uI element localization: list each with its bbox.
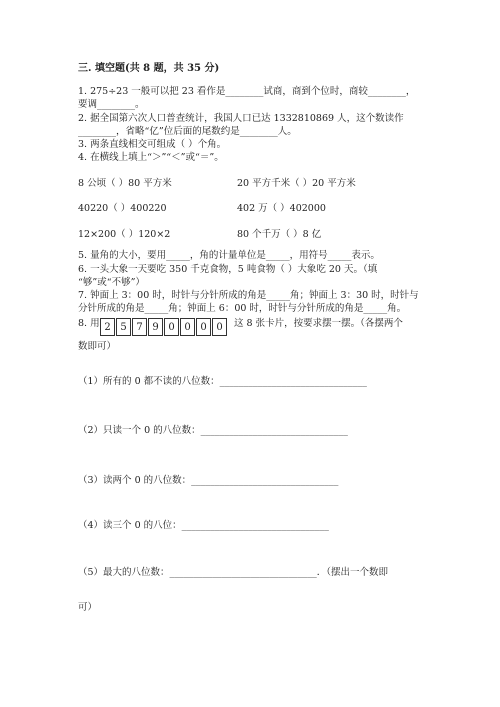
- question-7-line-1: 7. 钟面上 3：00 时，时针与分针所成的角是_____角；钟面上 3：30 时，时针与: [78, 290, 419, 301]
- question-1-line-2: 要调________。: [78, 99, 145, 110]
- digit-card: 0: [180, 318, 195, 336]
- question-6-line-2: “够”或“不够”）: [78, 277, 145, 288]
- digit-card: 7: [132, 318, 147, 336]
- question-8-line-2: 数即可）: [78, 341, 117, 352]
- sub-question-4: （4）读三个 0 的八位：_______________________________: [78, 520, 329, 531]
- sub-question-5: （5）最大的八位数：_______________________________．（摆出一个数即: [78, 567, 389, 578]
- question-4: 4. 在横线上填上“＞”“＜”或“＝”。: [78, 152, 224, 163]
- question-6-line-1: 6. 一头大象一天要吃 350 千克食物，5 吨食物（ ）大象吃 20 天。（填: [78, 264, 378, 275]
- digit-cards: [100, 318, 228, 336]
- compare-item: 80 个千万（ ）8 亿: [237, 229, 322, 240]
- compare-item: 20 平方千米（ ）20 平方米: [237, 178, 356, 189]
- compare-item: 12×200（ ）120×2: [78, 229, 171, 240]
- digit-card: 2: [100, 318, 115, 336]
- sub-question-2: （2）只读一个 0 的八位数：_______________________________: [78, 425, 348, 436]
- question-8-suffix: 这 8 张卡片，按要求摆一摆。（各摆两个: [234, 318, 403, 329]
- digit-card: 0: [164, 318, 179, 336]
- question-8-prefix: 8. 用: [78, 318, 100, 329]
- question-5: 5. 量角的大小，要用_____，角的计量单位是_____，用符号_____表示。: [78, 250, 380, 261]
- section-title: 三. 填空题(共 8 题，共 35 分): [78, 63, 220, 74]
- compare-item: 402 万（ ）402000: [237, 203, 326, 214]
- sub-question-3: （3）读两个 0 的八位数：_______________________________: [78, 475, 339, 486]
- digit-card: 9: [148, 318, 163, 336]
- digit-card: 0: [196, 318, 211, 336]
- compare-item: 40220（ ）400220: [78, 203, 167, 214]
- digit-card: 5: [116, 318, 131, 336]
- compare-item: 8 公顷（ ）80 平方米: [78, 178, 172, 189]
- question-7-line-2: 分针所成的角是_____角；钟面上 6：00 时，时针与分针所成的角是_____角。: [78, 303, 407, 314]
- question-2-line-1: 2. 据全国第六次人口普查统计，我国人口已达 1332810869 人，这个数读作: [78, 113, 404, 124]
- sub-question-1: （1）所有的 0 都不读的八位数：_______________________________: [78, 376, 367, 387]
- question-1-line-1: 1. 275÷23 一般可以把 23 看作是________试商，商到个位时，商较________，: [78, 86, 416, 97]
- question-2-line-2: ________，省略“亿”位后面的尾数约是________人。: [78, 126, 297, 137]
- question-3: 3. 两条直线相交可组成（ ）个角。: [78, 139, 227, 150]
- digit-card: 0: [212, 318, 227, 336]
- sub-question-5-line-2: 可）: [78, 602, 98, 613]
